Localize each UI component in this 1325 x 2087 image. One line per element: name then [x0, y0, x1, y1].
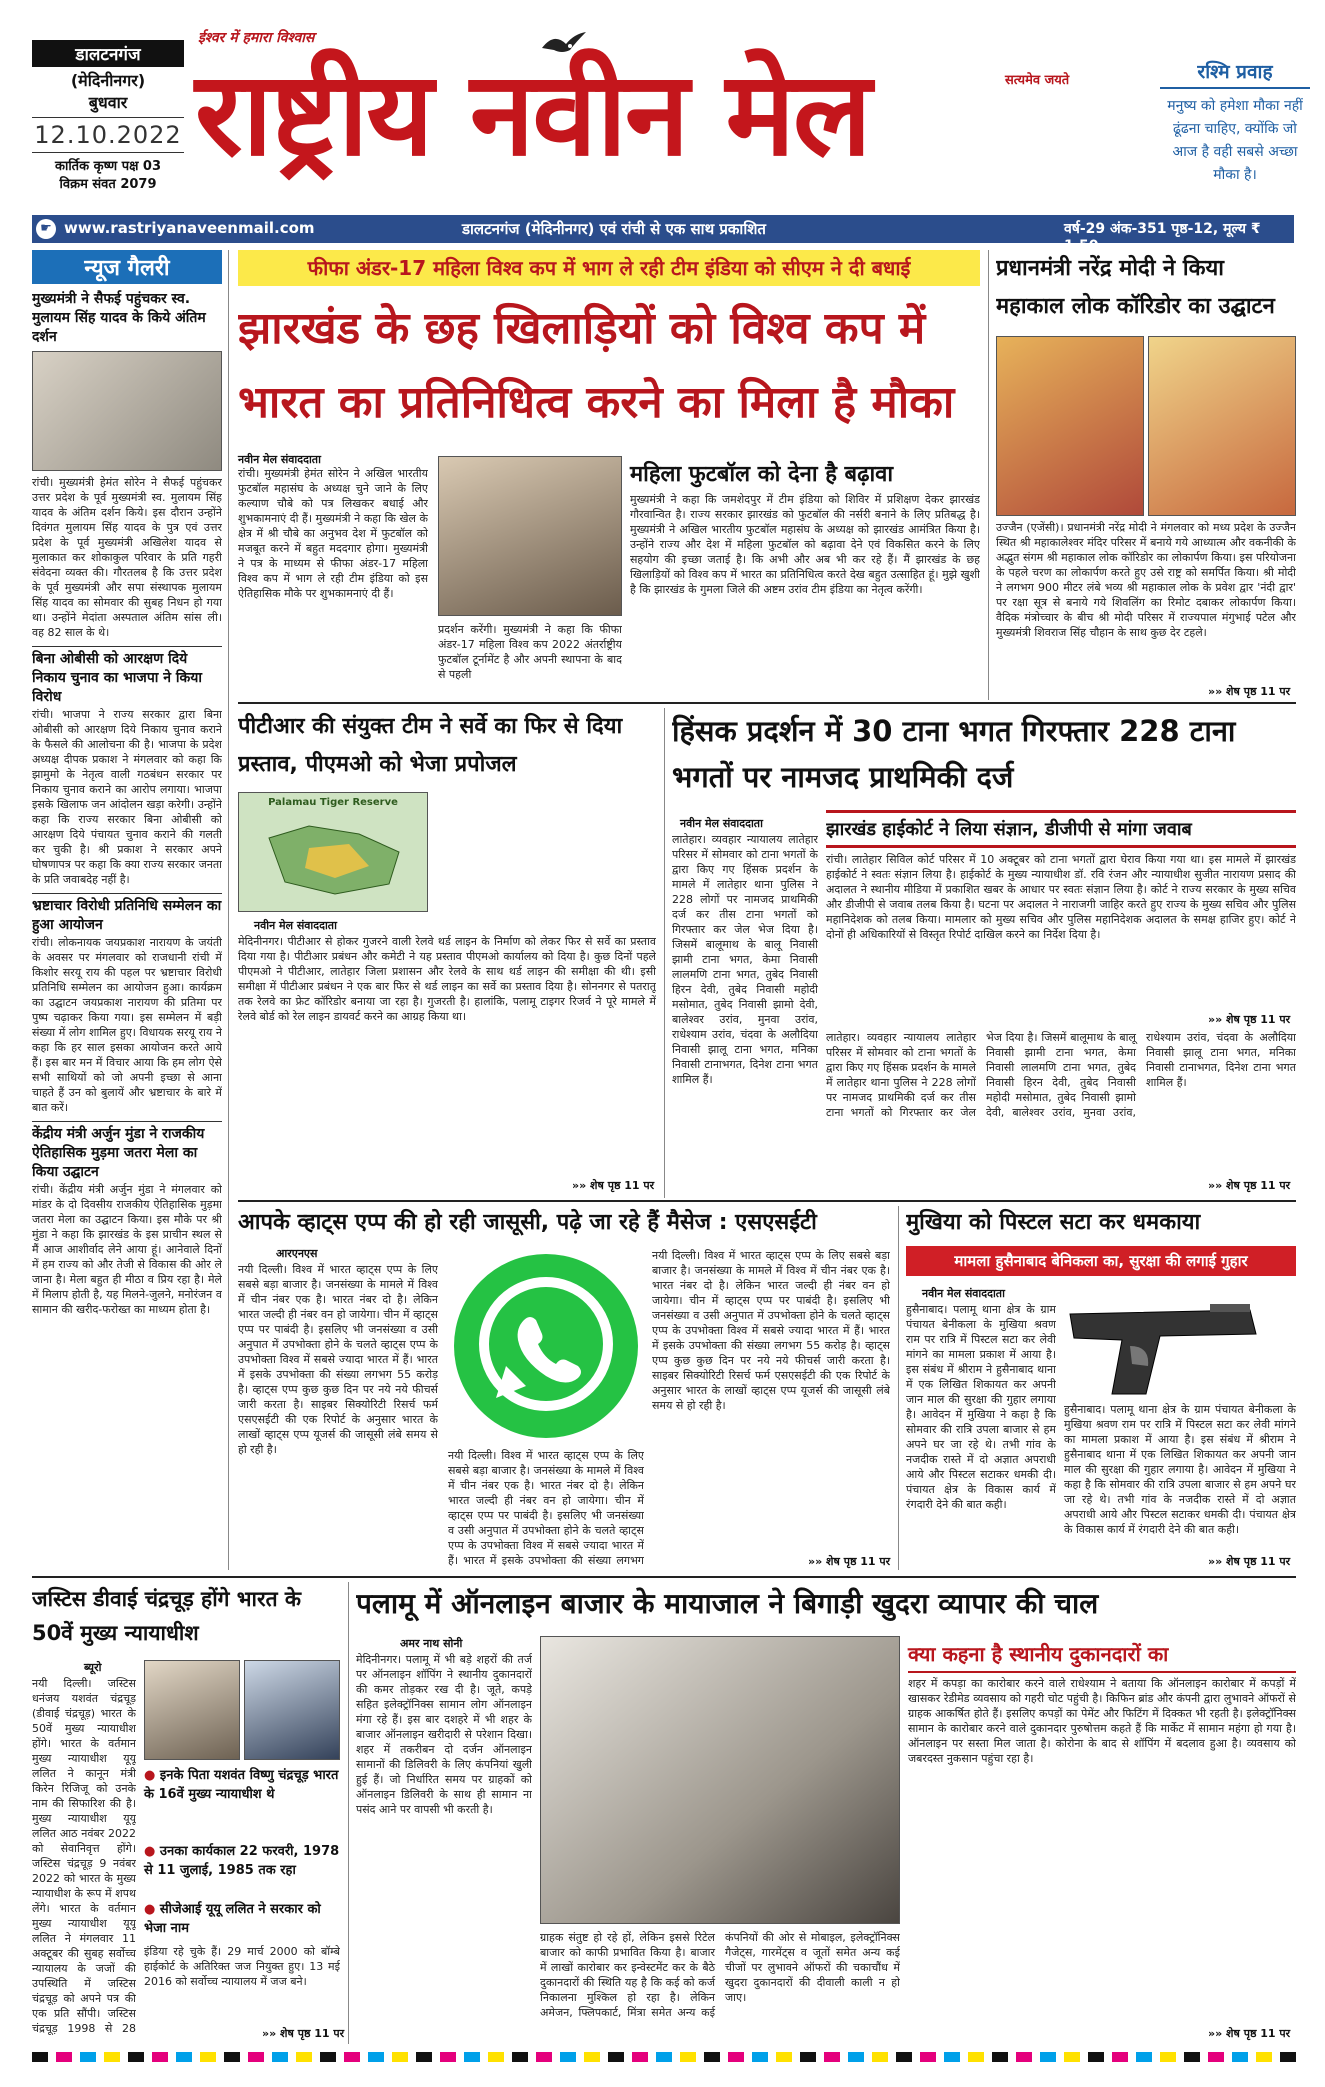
- cji-more[interactable]: »» शेष पृष्ठ 11 पर: [262, 2027, 345, 2040]
- lead-byline: नवीन मेल संवाददाता: [238, 453, 321, 466]
- whatsapp-headline: आपके व्हाट्स एप्प की हो रही जासूसी, पढ़े जा रहे हैं मैसेज : एसएसईटी: [238, 1210, 817, 1235]
- whatsapp-more[interactable]: »» शेष पृष्ठ 11 पर: [808, 1555, 891, 1568]
- website-link[interactable]: www.rastriyanaveenmail.com: [64, 219, 315, 237]
- cji-bullet-1-text: इनके पिता यशवंत विष्णु चंद्रचूड़ भारत के 16वें मुख्य न्यायाधीश थे: [144, 1768, 339, 1802]
- dateline-date: 12.10.2022: [32, 117, 184, 153]
- modi-photo-2: [1148, 336, 1296, 516]
- tana-headline: हिंसक प्रदर्शन में 30 टाना भगत गिरफ्तार 228 टाना भगतों पर नामजद प्राथमिकी दर्ज: [672, 714, 1236, 794]
- mukhiya-byline: नवीन मेल संवाददाता: [922, 1287, 1005, 1300]
- mukhiya-body-2: हुसैनाबाद। पलामू थाना क्षेत्र के ग्राम पंचायत बेनीकला के मुखिया श्रवण राम पर रात्रि में पिस्टल सटा कर लेवी मांगने का मामला प्रकाश में आया है। इस संबंध में श्रीराम ने हुसैनाबाद थाना में एक लिखित शिकायत कर अपनी जान माल की सुरक्षा की गुहार लगाया है। आवेदन में मुखिया ने कहा है कि सोमवार की रात्रि उपला बाजार से हम अपने घर जा रहे थे। तभी गांव के नजदीक रास्ते में दो अज्ञात अपराधी आये और पिस्टल सटाकर धमकी दी। पंचायत क्षेत्र के विकास कार्य में रंगदारी देने की बात कही।: [1064, 1403, 1296, 1536]
- cji-body: नयी दिल्ली। जस्टिस धनंजय यशवंत चंद्रचूड़ (डीवाई चंद्रचूड़) भारत के 50वें मुख्य न्यायाधीश होंगे। भारत के वर्तमान मुख्य न्यायाधीश यूयू ललित ने कानून मंत्री किरेन रिजिजू को उनके नाम की सिफारिश की है। मुख्य न्यायाधीश यूयू ललित आठ नवंबर 2022 को सेवानिवृत्त होंगे। जस्टिस चंद्रचूड़ 9 नवंबर 2022 को भारत के मुख्य न्यायाधीश के रूप में शपथ लेंगे। भारत के वर्तमान मुख्य न्यायाधीश यूयू ललित ने मंगलवार 11 अक्टूबर की सुबह सर्वोच्च न्यायालय के जजों की उपस्थिति में जस्टिस चंद्रचूड़ को अपने पत्र की एक प्रति सौंपी। जस्टिस चंद्रचूड़ 1998 से 28: [32, 1677, 136, 2035]
- bullet-icon: ●: [144, 1902, 160, 1917]
- mukhiya-headline: मुखिया को पिस्टल सटा कर धमकाया: [906, 1210, 1201, 1235]
- modi-photo-1: [996, 336, 1144, 516]
- dateline-samvat: विक्रम संवत 2079: [59, 177, 157, 192]
- newspaper-title: राष्ट्रीय नवीन मेल: [195, 47, 870, 182]
- pistol-icon: [1060, 1290, 1296, 1400]
- online-byline: अमर नाथ सोनी: [400, 1637, 463, 1650]
- mukhiya-kicker: मामला हुसैनाबाद बेनिकला का, सुरक्षा की लगाई गुहार: [906, 1246, 1296, 1276]
- dateline-city: डालटनगंज: [32, 40, 184, 67]
- row-rule: [238, 1200, 1296, 1202]
- color-strip: [32, 2052, 1296, 2062]
- sidebar-story-1-headline: मुख्यमंत्री ने सैफई पहुंचकर स्व. मुलायम सिंह यादव के किये अंतिम दर्शन: [32, 291, 206, 345]
- motto: सत्यमेव जयते: [1005, 73, 1070, 88]
- hc-headline: झारखंड हाईकोर्ट ने लिया संज्ञान, डीजीपी से मांगा जवाब: [826, 810, 1296, 848]
- gallery-title: न्यूज गैलरी: [32, 250, 222, 284]
- modi-more[interactable]: »» शेष पृष्ठ 11 पर: [1208, 685, 1291, 698]
- whatsapp-body: नयी दिल्ली। विश्व में भारत व्हाट्स एप्प के लिए सबसे बड़ा बाजार है। जनसंख्या के मामले में विश्व में चीन नंबर एक है। भारत नंबर दो है। लेकिन भारत जल्दी ही नंबर वन हो जायेगा। चीन में व्हाट्स एप्प पर पाबंदी है। इसलिए भी जनसंख्या व उसी अनुपात में उपभोक्ता होने के चलते व्हाट्स एप्प के उपभोक्ता विश्व में सबसे ज्यादा भारत में हैं। भारत में इसके उपभोक्ता की संख्या लगभग 55 करोड़ है। व्हाट्स एप्प कुछ कुछ दिन पर नये नये फीचर्स जारी करता है। साइबर सिक्योरिटी रिसर्च फर्म एसएसईटी की एक रिपोर्ट के अनुसार भारत के लाखों व्हाट्स एप्प यूजर्स की जासूसी लंबे समय से हो रही है।: [238, 1263, 438, 1456]
- dateline-box: [32, 40, 184, 236]
- lead-headline: झारखंड के छह खिलाड़ियों को विश्व कप में भारत का प्रतिनिधित्व करने का मिला है मौका: [238, 303, 955, 428]
- dateline-district: (मेदिनीनगर): [70, 71, 146, 90]
- lead-body-1: रांची। मुख्यमंत्री हेमंत सोरेन ने अखिल भारतीय फुटबॉल महासंघ के अध्यक्ष चुने जाने के लिए कल्याण चौबे को पत्र लिखकर बधाई और शुभकामनाएं दी हैं। मुख्यमंत्री ने कहा कि खेल के क्षेत्र में श्री चौबे का अनुभव देश में फुटबॉल को मजबूत करने में बहुत मददगार होगा। मुख्यमंत्री ने पत्र के माध्यम से फीफा अंडर-17 महिला विश्व कप में भाग ले रही टीम इंडिया को इस ऐतिहासिक मौके पर शुभकामनाएं दी हैं।: [238, 467, 428, 600]
- cji-bullet-1: [144, 1766, 340, 1804]
- sidebar-story-2-headline: बिना ओबीसी को आरक्षण दिये निकाय चुनाव का भाजपा ने किया विरोध: [32, 646, 222, 707]
- modi-body: उज्जैन (एजेंसी)। प्रधानमंत्री नरेंद्र मोदी ने मंगलवार को मध्य प्रदेश के उज्जैन स्थित श्री महाकालेश्वर मंदिर परिसर में बनाये गये आध्यात्म और वकनीकी के अद्भुत संगम श्री महाकाल लोक कॉरिडोर का लोकार्पण किया। इस परियोजना के पहले चरण का लोकार्पण करते हुए उसे राष्ट्र को समर्पित किया। श्री मोदी ने लगभग 900 मीटर लंबे भव्य श्री महाकाल लोक के प्रवेश द्वार 'नंदी द्वार' पर रक्षा सूत्र से बनाये गये शिवलिंग का रिमोट दबाकर लोकार्पण किया। वैदिक मंत्रोच्चार के बीच श्री मोदी परिसर में राज्यपाल मंगुभाई पटेल और मुख्यमंत्री शिवराज सिंह चौहान के साथ कुछ देर टहले।: [996, 521, 1296, 639]
- modi-headline: प्रधानमंत्री नरेंद्र मोदी ने किया महाकाल लोक कॉरिडोर का उद्घाटन: [996, 256, 1275, 319]
- bullet-icon: ●: [144, 1844, 160, 1859]
- sidebar-photo-1: [32, 351, 222, 471]
- column-rule: [228, 250, 229, 1570]
- cji-headline: जस्टिस डीवाई चंद्रचूड़ होंगे भारत के 50वें मुख्य न्यायाधीश: [32, 1587, 301, 1645]
- bullet-icon: ●: [144, 1768, 160, 1783]
- mukhiya-more[interactable]: »» शेष पृष्ठ 11 पर: [1208, 1555, 1291, 1568]
- hemant-soren-photo: [438, 456, 622, 616]
- online-body: मेदिनीनगर। पलामू में भी बड़े शहरों की तर्ज पर ऑनलाइन शॉपिंग ने स्थानीय दुकानदारों की कमर तोड़कर रख दी है। जूते, कपड़े सहित इलेक्ट्रॉनिक्स सामान लोग ऑनलाइन मंगा रहे हैं। इस बार दशहरे में भी शहर के बाजार ऑनलाइन खरीदारी से परेशान दिखा। शहर में तकरीबन दो दर्जन ऑनलाइन सामानों की डिलिवरी के लिए कंपनियां खुली हुई हैं। जो निर्धारित समय पर ग्राहकों को ऑनलाइन डिलिवरी के साथ ही सामान ना पसंद आने पर वापसी भी करती है।: [356, 1653, 532, 1816]
- mukhiya-body: हुसैनाबाद। पलामू थाना क्षेत्र के ग्राम पंचायत बेनीकला के मुखिया श्रवण राम पर रात्रि में पिस्टल सटा कर लेवी मांगने का मामला प्रकाश में आया है। इस संबंध में श्रीराम ने हुसैनाबाद थाना में एक लिखित शिकायत कर अपनी जान माल की सुरक्षा की गुहार लगाया है। आवेदन में मुखिया ने कहा है कि सोमवार की रात्रि उपला बाजार से हम अपने घर जा रहे थे। तभी गांव के नजदीक रास्ते में दो अज्ञात अपराधी आये और पिस्टल सटाकर धमकी दी। पंचायत क्षेत्र के विकास कार्य में रंगदारी देने की बात कही।: [906, 1303, 1056, 1511]
- tana-cont: लातेहार। व्यवहार न्यायालय लातेहार परिसर में सोमवार को टाना भगतों के द्वारा किए गए हिंसक प्रदर्शन के मामले में लातेहार थाना पुलिस ने 228 लोगों पर नामजद प्राथमिकी दर्ज कर तीस टाना भगतों को गिरफ्तार कर जेल भेज दिया है। जिसमें बालूमाथ के बालू निवासी झामी टाना भगत, केमा निवासी लालमणि टाना भगत, तुबेद निवासी हिरन देवी, तुबेद निवासी महोदी मसोमात, तुबेद निवासी झामो देवी, बालेश्वर उरांव, मुनवा उरांव, राधेश्याम उरांव, चंदवा के अलौदिया निवासी झालू टाना भगत, मनिका निवासी टानाभगत, दिनेश टाना भगत शामिल हैं।: [826, 1031, 1296, 1119]
- lead-sub-body: मुख्यमंत्री ने कहा कि जमशेदपुर में टीम इंडिया को शिविर में प्रशिक्षण देकर झारखंड गौरवान्वित है। राज्य सरकार झारखंड को फुटबॉल की नर्सरी बनाने के लिए प्रतिबद्ध है। मुख्यमंत्री ने अखिल भारतीय फुटबॉल महासंघ के अध्यक्ष को झारखंड आमंत्रित किया है। उन्होंने राज्य और देश में महिला फुटबॉल को बढ़ावा देने एवं विकसित करने के लिए सहयोग की इच्छा जताई है। कि अभी और अब भी कर रहे हैं। मैं झारखंड के छह खिलाड़ियों को विश्व कप में भारत का प्रतिनिधित्व करते देख बहुत उत्साहित हूं। मुझे खुशी है कि झारखंड के गुमला जिले की अष्टम उरांव टीम इंडिया का नेतृत्व करेंगी।: [630, 493, 980, 596]
- ptr-more[interactable]: »» शेष पृष्ठ 11 पर: [572, 1179, 655, 1192]
- globe-icon: ☛: [36, 219, 56, 239]
- editions-text: डालटनगंज (मेदिनीनगर) एवं रांची से एक साथ प्रकाशित: [462, 220, 766, 238]
- quote-text: मनुष्य को हमेशा मौका नहीं ढूंढना चाहिए, क्योंकि जो आज है वही सबसे अच्छा मौका है।: [1167, 98, 1303, 183]
- quote-box: [1160, 58, 1310, 198]
- row-rule: [32, 1576, 1296, 1578]
- quote-title: रश्मि प्रवाह: [1160, 58, 1310, 89]
- cji-bullet-3: [144, 1900, 340, 1938]
- sidebar-story-3-headline: भ्रष्टाचार विरोधी प्रतिनिधि सम्मेलन का हुआ आयोजन: [32, 893, 222, 935]
- ptr-byline: नवीन मेल संवाददाता: [254, 919, 337, 932]
- cji-body-2: इंडिया रहे चुके हैं। 29 मार्च 2000 को बॉम्बे हाईकोर्ट के अतिरिक्त जज नियुक्त हुए। 13 मई 2016 को सर्वोच्च न्यायालय में जज बने।: [144, 1945, 340, 1988]
- hc-story: [826, 810, 1296, 1010]
- news-gallery: [32, 250, 222, 1570]
- lead-kicker: फीफा अंडर-17 महिला विश्व कप में भाग ले रही टीम इंडिया को सीएम ने दी बधाई: [238, 250, 980, 286]
- tagline: ईश्वर में हमारा विश्वास: [198, 30, 315, 46]
- column-rule: [988, 250, 989, 700]
- sidebar-story-3-body: रांची। लोकनायक जयप्रकाश नारायण के जयंती के अवसर पर मंगलवार को राजधानी रांची में किशोर सरयू राय की पहल पर भ्रष्टाचार विरोधी प्रतिनिधि सम्मेलन का आयोजन हुआ। कार्यक्रम का उद्घाटन जयप्रकाश नारायण की प्रतिमा पर पुष्प चढ़ाकर किया गया। इस सम्मेलन में बड़ी संख्या में लोग शामिल हुए। विधायक सरयू राय ने कहा कि हर साल इसका आयोजन करते आये हैं। इस बार मन में विचार आया कि हम लोग ऐसे सभी साथियों को जो अपनी इच्छा से आना चाहते हैं उन को बुलायें और भ्रष्टाचार के बारे में बात करें।: [32, 936, 222, 1114]
- online-caption-body: ग्राहक संतुष्ट हो रहे हों, लेकिन इससे रिटेल बाजार को काफी प्रभावित किया है। बाजार में लाखों कारोबार कर इन्वेस्टमेंट कर के बैठे दुकानदारों की स्थिति यह है कि कई को कर्ज निकालना मुश्किल हो रहा है। लेकिन अमेजन, फ्लिपकार्ट, मिंत्रा समेत अन्य कई कंपनियों की ओर से मोबाइल, इलेक्ट्रॉनिक्स गैजेट्स, गारमेंट्स व जूतों समेत अन्य कई चीजों पर लुभावने ऑफरों की चकाचौंध में खुदरा दुकानदारों की दीवाली काली न हो जाए।: [540, 1931, 900, 2019]
- column-rule: [664, 708, 665, 1198]
- tana-byline: नवीन मेल संवाददाता: [680, 817, 763, 830]
- whatsapp-body-3: नयी दिल्ली। विश्व में भारत व्हाट्स एप्प के लिए सबसे बड़ा बाजार है। जनसंख्या के मामले में विश्व में चीन नंबर एक है। भारत नंबर दो है। लेकिन भारत जल्दी ही नंबर वन हो जायेगा। चीन में व्हाट्स एप्प पर पाबंदी है। इसलिए भी जनसंख्या व उसी अनुपात में उपभोक्ता होने के चलते व्हाट्स एप्प के उपभोक्ता विश्व में सबसे ज्यादा भारत में हैं। भारत में इसके उपभोक्ता की संख्या लगभग 55 करोड़ है। व्हाट्स एप्प कुछ कुछ दिन पर नये नये फीचर्स जारी करता है। साइबर सिक्योरिटी रिसर्च फर्म एसएसईटी की एक रिपोर्ट के अनुसार भारत के लाखों व्हाट्स एप्प यूजर्स की जासूसी लंबे समय से हो रही है।: [652, 1249, 890, 1412]
- cji-photo-2: [244, 1660, 340, 1760]
- sidebar-story-2-body: रांची। भाजपा ने राज्य सरकार द्वारा बिना ओबीसी को आरक्षण दिये निकाय चुनाव कराने के फैसले की आलोचना की है। भाजपा के प्रदेश अध्यक्ष दीपक प्रकाश ने मंगलवार को कहा कि झामुमो के नेतृत्व वाली गठबंधन सरकार पर निकाय चुनाव कराने का आरोप लगाया। भाजपा इसके खिलाफ जन आंदोलन खड़ा करेगी। उन्होंने कहा कि राज्य सरकार बिना ओबीसी को आरक्षण दिये पंचायत चुनाव कराने की गलती कर चुकी है। श्री प्रकाश ने सरकार अपने घोषणापत्र पर कहा कि क्या राज्य सरकार जनता के प्रति जवाबदेह नहीं है।: [32, 708, 222, 886]
- online-headline: पलामू में ऑनलाइन बाजार के मायाजाल ने बिगाड़ी खुदरा व्यापार की चाल: [356, 1587, 1099, 1620]
- lead-subhead: महिला फुटबॉल को देना है बढ़ावा: [630, 462, 894, 487]
- online-more[interactable]: »» शेष पृष्ठ 11 पर: [1208, 2027, 1291, 2040]
- cji-bullet-2: [144, 1842, 340, 1880]
- row-rule: [238, 702, 1296, 704]
- cji-byline: ब्यूरो: [84, 1661, 102, 1674]
- dateline-weekday: बुधवार: [88, 93, 128, 112]
- cji-photo-1: [144, 1660, 240, 1760]
- online-sub-body: शहर में कपड़ा का कारोबार करने वाले राधेश्याम ने बताया कि ऑनलाइन कारोबार में कपड़ों में खासकर रेडीमेड व्यवसाय को गहरी चोट पहुंची है। किफिन ब्रांड और कंपनी द्वारा लुभावने ऑफरों से ग्राहक आकर्षित होते हैं। इसलिए कपड़ों का पेमेंट और फिटिंग में दिक्कत भी रहती है। इलेक्ट्रॉनिक्स सामान के कारोबार करने वाले दुकानदार पुरुषोत्तम कहते हैं कि मार्केट में सामान महंगा हो गया है। ऑनलाइन पर सस्ता मिल जाता है। कोरोना के बाद से शॉपिंग में बदलाव हुआ है। व्यवसाय को जबरदस्त नुकसान पहुंचा रहा है।: [908, 1677, 1296, 1765]
- column-rule: [348, 1582, 349, 2044]
- issue-text: वर्ष-29 अंक-351 पृष्ठ-12, मूल्य ₹ 1.50: [1064, 221, 1261, 254]
- cji-bullet-2-text: उनका कार्यकाल 22 फरवरी, 1978 से 11 जुलाई, 1985 तक रहा: [144, 1844, 340, 1878]
- ptr-headline: पीटीआर की संयुक्त टीम ने सर्वे का फिर से दिया प्रस्ताव, पीएमओ को भेजा प्रपोजल: [238, 714, 623, 777]
- ptr-map: [238, 792, 428, 912]
- cji-bullet-3-text: सीजेआई यूयू ललित ने सरकार को भेजा नाम: [144, 1902, 321, 1936]
- info-bar: [32, 215, 1294, 254]
- sidebar-story-1-body: रांची। मुख्यमंत्री हेमंत सोरेन ने सैफई पहुंचकर उत्तर प्रदेश के पूर्व मुख्यमंत्री स्व. मुलायम सिंह यादव के अंतिम दर्शन किये। इस दौरान उन्होंने दिवंगत मुलायम सिंह यादव के पुत्र एवं उत्तर प्रदेश के पूर्व मुख्यमंत्री अखिलेश यादव से मुलाकात कर शोकाकुल परिवार के प्रति गहरी संवेदना व्यक्त की। गौरतलब है कि उत्तर प्रदेश के पूर्व मुख्यमंत्री और सपा संस्थापक मुलायम सिंह यादव का सोमवार की सुबह निधन हो गया था। उन्होंने मेदांता अस्पताल अंतिम सांस ली। वह 82 साल के थे।: [32, 476, 222, 639]
- ptr-map-label: Palamau Tiger Reserve: [268, 797, 398, 808]
- hc-more[interactable]: »» शेष पृष्ठ 11 पर: [1208, 1013, 1291, 1026]
- dateline-lunar: कार्तिक कृष्ण पक्ष 03: [54, 159, 162, 174]
- hc-body: रांची। लातेहार सिविल कोर्ट परिसर में 10 अक्टूबर को टाना भगतों द्वारा घेराव किया गया था। इस मामले में झारखंड हाईकोर्ट ने स्वतः संज्ञान लिया है। हाईकोर्ट के मुख्य न्यायाधीश डॉ. रवि रंजन और न्यायाधीश सुजीत नारायण प्रसाद की अदालत ने स्थानीय मीडिया में प्रकाशित खबर के आधार पर स्वतः संज्ञान लिया है। कोर्ट ने राज्य सरकार के मुख्य सचिव और डीजीपी से जवाब तलब किया है। घटना पर अदालत ने नाराजगी जाहिर करते हुए राज्य के मुख्य सचिव और पुलिस महानिदेशक को तलब किया। मामलार को मुख्य सचिव और पुलिस महानिदेशक अदालत के समक्ष हाजिर हुए। कोर्ट ने दोनों ही अधिकारियों से विस्तृत रिपोर्ट दाखिल करने का निर्देश दिया है।: [826, 853, 1296, 941]
- shop-owner-photo: [540, 1636, 900, 1924]
- masthead: [0, 0, 1325, 215]
- tana-more[interactable]: »» शेष पृष्ठ 11 पर: [1208, 1179, 1291, 1192]
- whatsapp-byline: आरएनएस: [276, 1247, 318, 1260]
- lead-body-2: प्रदर्शन करेंगी। मुख्यमंत्री ने कहा कि फीफा अंडर-17 महिला विश्व कप 2022 अंतर्राष्ट्रीय फुटबॉल टूर्नामेंट है और अपनी स्थापना के बाद से पहली: [438, 623, 622, 681]
- column-rule: [898, 1206, 899, 1570]
- whatsapp-logo-icon: [448, 1248, 644, 1444]
- sidebar-story-4-body: रांची। केंद्रीय मंत्री अर्जुन मुंडा ने मंगलवार को मांडर के दो दिवसीय राजकीय ऐतिहासिक मुड़मा जतरा मेला का उद्घाटन किया। इस मौके पर श्री मुंडा ने कहा कि झारखंड के इस प्राचीन स्थल से मैं आज आशीर्वाद लेने आया हूं। आनेवाले दिनों में हम राज्य को और तेजी से विकास की ओर ले जाना है। मेला बहुत ही मीठा व प्रिय रहा है। मेले में मिलाप होती है, यह मिलने-जुलने, मनोरंजन व सामान की खरीद-फरोख्त का माध्यम होता है।: [32, 1183, 222, 1316]
- whatsapp-body-2: नयी दिल्ली। विश्व में भारत व्हाट्स एप्प के लिए सबसे बड़ा बाजार है। जनसंख्या के मामले में विश्व में चीन नंबर एक है। भारत नंबर दो है। लेकिन भारत जल्दी ही नंबर वन हो जायेगा। चीन में व्हाट्स एप्प पर पाबंदी है। इसलिए भी जनसंख्या व उसी अनुपात में उपभोक्ता होने के चलते व्हाट्स एप्प के उपभोक्ता विश्व में सबसे ज्यादा भारत में हैं। भारत में इसके उपभोक्ता की संख्या लगभग: [448, 1449, 644, 1567]
- online-subhead: क्या कहना है स्थानीय दुकानदारों का: [908, 1640, 1296, 1673]
- tana-body: लातेहार। व्यवहार न्यायालय लातेहार परिसर में सोमवार को टाना भगतों के द्वारा किए गए हिंसक प्रदर्शन के मामले में लातेहार थाना पुलिस ने 228 लोगों पर नामजद प्राथमिकी दर्ज कर तीस टाना भगतों को गिरफ्तार कर जेल भेज दिया है। जिसमें बालूमाथ के बालू निवासी झामी टाना भगत, केमा निवासी लालमणि टाना भगत, तुबेद निवासी हिरन देवी, तुबेद निवासी महोदी मसोमात, तुबेद निवासी झामो देवी, बालेश्वर उरांव, मुनवा उरांव, राधेश्याम उरांव, चंदवा के अलौदिया निवासी झालू टाना भगत, मनिका निवासी टानाभगत, दिनेश टाना भगत शामिल हैं।: [672, 833, 818, 1086]
- sidebar-story-4-headline: केंद्रीय मंत्री अर्जुन मुंडा ने राजकीय ऐतिहासिक मुड़मा जतरा मेला का किया उद्घाटन: [32, 1121, 222, 1182]
- ptr-body: मेदिनीनगर। पीटीआर से होकर गुजरने वाली रेलवे थर्ड लाइन के निर्माण को लेकर फिर से सर्वे का प्रस्ताव दिया गया है। पीटीआर प्रबंधन और कमेटी ने यह प्रस्ताव पीएमओ कार्यालय को दिया है। कुछ दिनों पहले पीएमओ ने पीटीआर, लातेहार जिला प्रशासन और रेलवे के साथ थर्ड लाइन की समीक्षा की थी। इसी समीक्षा में पीटीआर प्रबंधन ने एक बार फिर से थर्ड लाइन का सर्वे का प्रस्ताव दिया है। सोननगर से पतरातू तक रेलवे का फ्रेट कॉरिडोर बनाया जा रहा है। गुजरती है। हालांकि, पलामू टाइगर रिजर्व ने पूरे मामले में रेलवे बोर्ड को रेल लाइन डायवर्ट करने का आग्रह किया था।: [238, 935, 656, 1023]
